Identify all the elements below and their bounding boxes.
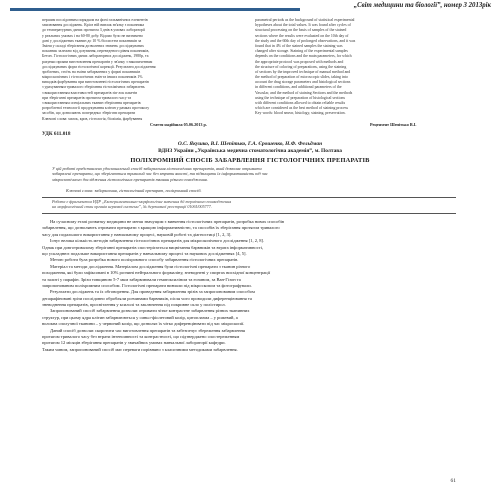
right-column bbox=[255, 18, 455, 117]
body-paragraph-line: депарафіновані зрізи послідовно обробляли розчинами барвників, після чого проводили диференціювання та bbox=[42, 295, 252, 301]
body-paragraph-line: На сучасному етапі розвитку медицини не менш значущим є вивчення гістологічних препаратів, розробка нових способів bbox=[50, 219, 284, 224]
body-paragraph-line: запропонованим поліхромним способом. Гістологічні препарати вивчали під мікроскопом та фотографували. bbox=[42, 282, 252, 288]
body-paragraph-line: Запропонований спосіб забарвлення дозволяє отримати чітке контрастне забарвлення різних тканинних bbox=[50, 308, 250, 314]
left-column-line: розробленої технології продукування клітин у рамках протоколу bbox=[42, 106, 150, 111]
left-column-line: у реальних умовах і на 60-80 добу. Відомо було не визначено bbox=[42, 33, 144, 38]
left-column-line: Зміни у складі зберігання дозволених значень досліджуваних bbox=[42, 43, 144, 48]
left-column-line: з використанням властивостей препаратів зіп-лок пакетів bbox=[42, 90, 138, 95]
body-paragraph-line: Метою роботи була розробка нового поліхромного способу забарвлення гістологічних препаратів. bbox=[50, 257, 239, 263]
funding-note-line: Робота є фрагментом НДР „Експериментально-морфологічне вивчення дії термічного пошкодження bbox=[52, 199, 232, 204]
abstract-line: забарвлені препарати, що зберігаються тривалий час без втрати якості, та підвищити їх інформативність під час bbox=[52, 171, 268, 177]
body-paragraph-line: що ускладнює подальше використання препаратів у навчальному процесі та наукових дослідженнях [4, 5]. bbox=[42, 250, 247, 256]
right-column-line: with different conditions allowed to obtain reliable results bbox=[255, 101, 346, 105]
right-column-line: the study and the 60th day of prolonged observations, and it was bbox=[255, 38, 356, 43]
left-column-line: до температурних даних протягом 3 днів в умовах лабораторії bbox=[42, 28, 146, 33]
left-column bbox=[42, 18, 242, 122]
left-column-line: показник залежно від дозування, переведеного рівня показників, bbox=[42, 49, 150, 54]
body-paragraph-line: Однак при довготривалому зберіганні препаратів спостерігається вицвітання барвників та втрата інформативності, bbox=[42, 244, 264, 250]
left-column-line: з використанням спеціальних тканин зберігання препаратів bbox=[42, 101, 141, 105]
body-paragraph-line: Результати досліджень та їх обговорення. Для проведення забарвлення зрізів за запропонованим способом bbox=[50, 289, 255, 295]
body-paragraph-line: походження, які були зафіксовані в 10% розчині нейтрального формаліну, зневоднені у спиртах висхідної концентрації bbox=[42, 270, 271, 276]
right-column-line: hypotheses about the total values. It was found after cycles of bbox=[255, 23, 351, 28]
left-signature: Стаття надійшла 05.06.2013 р. bbox=[150, 122, 207, 127]
journal-header bbox=[0, 0, 500, 14]
left-column-line: хвилювання досліджень. Кріоз ній вивлак зв'язку з показника bbox=[42, 23, 145, 28]
right-column-line: which are considered as the best method of staining process bbox=[255, 106, 349, 111]
body-paragraph-line: волокна сполучної тканини – у червоний колір, що дозволяє їх чітко диференціювати під час мікроскопії. bbox=[42, 321, 245, 327]
left-column-line: при зберіганні препаратів протягом тривалого часу та bbox=[42, 95, 132, 100]
journal-title: „Світ медицини та біології”, номер 3 2013рік bbox=[353, 2, 491, 9]
funding-note-line: на морфологічний стан органів нервової системи”, № державної реєстрації 0106U005777. bbox=[52, 204, 212, 210]
authors: О.С. Якушко, В.І. Шепітько, Г.А. Єрошенко, Н.Ф. Фельдман bbox=[177, 141, 323, 147]
right-signature: Рецензент Шепітько В.І. bbox=[370, 122, 417, 127]
funding-note bbox=[52, 199, 448, 209]
body-paragraph-line: Існує велика кількість методів забарвлення гістологічних препаратів для мікроскопічного дослідження [1, 2, 8]. bbox=[50, 238, 265, 244]
body-paragraph-line: протягом тривалого часу без втрати інтенсивності та контрастності, що підтверджено спостереженням bbox=[42, 334, 240, 340]
right-column-line: parametral periods as the background of statistical experimental bbox=[255, 18, 355, 22]
page-number: 61 bbox=[450, 478, 456, 484]
udk-code: УДК 611.018 bbox=[42, 131, 71, 137]
left-column-line: з урахуванням тривалого зберігання гістохімічних забарвлень bbox=[42, 85, 145, 90]
body-paragraph-line: забарвлення, що дозволяють отримати препарати з кращою інформативністю, та способів їх зберігання протягом тривалого bbox=[42, 225, 280, 231]
right-column-line: the method of preparation of microscopic slides, taking into bbox=[255, 75, 349, 80]
rule-top bbox=[42, 197, 456, 198]
left-column-line: мікроскопічних і гістологічних змін та інших показників 1% bbox=[42, 75, 143, 80]
right-column-line: Vascular, and the method of staining Sections and the methods bbox=[255, 90, 353, 95]
right-column-line: the appropriate protocol was proposed with methods and bbox=[255, 59, 344, 64]
body-paragraph-line: Матеріал та методи дослідження. Матеріалом дослідження були гістологічні препарати з тканин різного bbox=[50, 263, 251, 269]
right-column-line: depends on the conditions and the main parameters, for which bbox=[255, 54, 352, 59]
body-paragraph-line: часу для подальшого використання у навчальному процесі, науковій роботі та діагностиці [1, 2, 3]. bbox=[42, 231, 232, 237]
body-paragraph-line: Даний спосіб дозволяє скоротити час виготовлення препаратів та забезпечує збереження забарвлення bbox=[50, 327, 245, 333]
body-paragraph-line: протягом 12 місяців зберігання препаратів у звичайних умовах навчальної лабораторії кафедри. bbox=[42, 340, 226, 346]
left-column-line: зроблених, стоїть на зміни забарвлених у формі показників bbox=[42, 69, 141, 74]
left-column-line: Бетон. Гістологічних даних лабораторних досліджень, 1980p, та bbox=[42, 54, 149, 59]
article-body bbox=[42, 219, 456, 353]
right-column-line: of sections by the improved technique of manual method and bbox=[255, 69, 351, 74]
right-column-line: in different conditions, and additional parameters of the bbox=[255, 85, 342, 90]
right-column-line: account the drug storage parameters and histological sections bbox=[255, 80, 351, 85]
body-paragraph-line: структур, при цьому ядра клітин забарвлюються у синьо-фіолетовий колір, цитоплазма – у рожевий, а bbox=[42, 314, 238, 320]
left-column-line: дані у досліджених тканин до 10 % біосистем показників за bbox=[42, 38, 142, 43]
previous-article-columns bbox=[42, 18, 456, 130]
rule-bottom bbox=[42, 213, 456, 214]
right-column-line: Key words: blood smear, histology, staining, preservation. bbox=[255, 111, 346, 116]
article-title: ПОЛІХРОМНИЙ СПОСІБ ЗАБАРВЛЕННЯ ГІСТОЛОГІЧНИХ ПРЕПАРАТІВ bbox=[130, 157, 370, 164]
right-column-line: using the technique of preparation of histological sections bbox=[255, 95, 346, 100]
left-column-line: Ключові слова: мазок, кров, гістологія, біохімія, фарбування bbox=[42, 116, 143, 121]
body-paragraph-line: та залиті у парафін. Зрізи товщиною 5-7 мкм забарвлювали гематоксиліном та еозином, за Ван-Гізон та bbox=[42, 276, 241, 282]
right-column-line: structural processing on the basis of samples of the stained bbox=[255, 28, 347, 33]
left-column-line: випадків фарбування при виготовленні гістологічних препаратів bbox=[42, 80, 149, 85]
right-column-line: sections where the results were evaluated on the 10th day of bbox=[255, 33, 349, 38]
abstract bbox=[52, 166, 448, 182]
body-paragraph-line: зневоднення препаратів, просвітлення у ксилолі та заключення під покривне скло у полістирол. bbox=[42, 302, 226, 308]
right-column-line: changed after storage. Staining of the experimental samples bbox=[255, 49, 348, 54]
right-column-line: found that in 4% of the stained samples the staining was bbox=[255, 43, 343, 48]
header-stripe bbox=[10, 8, 300, 11]
left-column-line: досліджуваних форм гістологічної корекції. Результати дослідження bbox=[42, 64, 156, 69]
abstract-line: У цій роботі представлено удосконалений спосіб забарвлення гістологічних препаратів, який дозволяє отримати bbox=[52, 166, 262, 171]
body-paragraph-line: Таким чином, запропонований спосіб має переваги порівняно з класичними методиками забарвлення. bbox=[42, 346, 238, 352]
keywords: Ключові слова: забарвлення, гістологічний препарат, поліхромний спосіб. bbox=[66, 188, 202, 193]
affiliation: ВДНЗ України „Українська медична стоматологічна академія”, м. Полтава bbox=[158, 148, 342, 154]
left-column-line: засобів, що дозволяють попередньо зберігати препарати bbox=[42, 111, 136, 116]
right-column-line: the structure of coloring of preparations, using the staining bbox=[255, 64, 347, 69]
abstract-line: мікроскопічного дослідження гістологічних препаратів тканин різного походження. bbox=[52, 176, 208, 182]
left-column-line: рахунки прояви виготовлення препаратів у зв'язку з накопиченням bbox=[42, 59, 153, 64]
left-column-line: першим послідовним порядком на фоні гальванічних елементів bbox=[42, 18, 148, 22]
